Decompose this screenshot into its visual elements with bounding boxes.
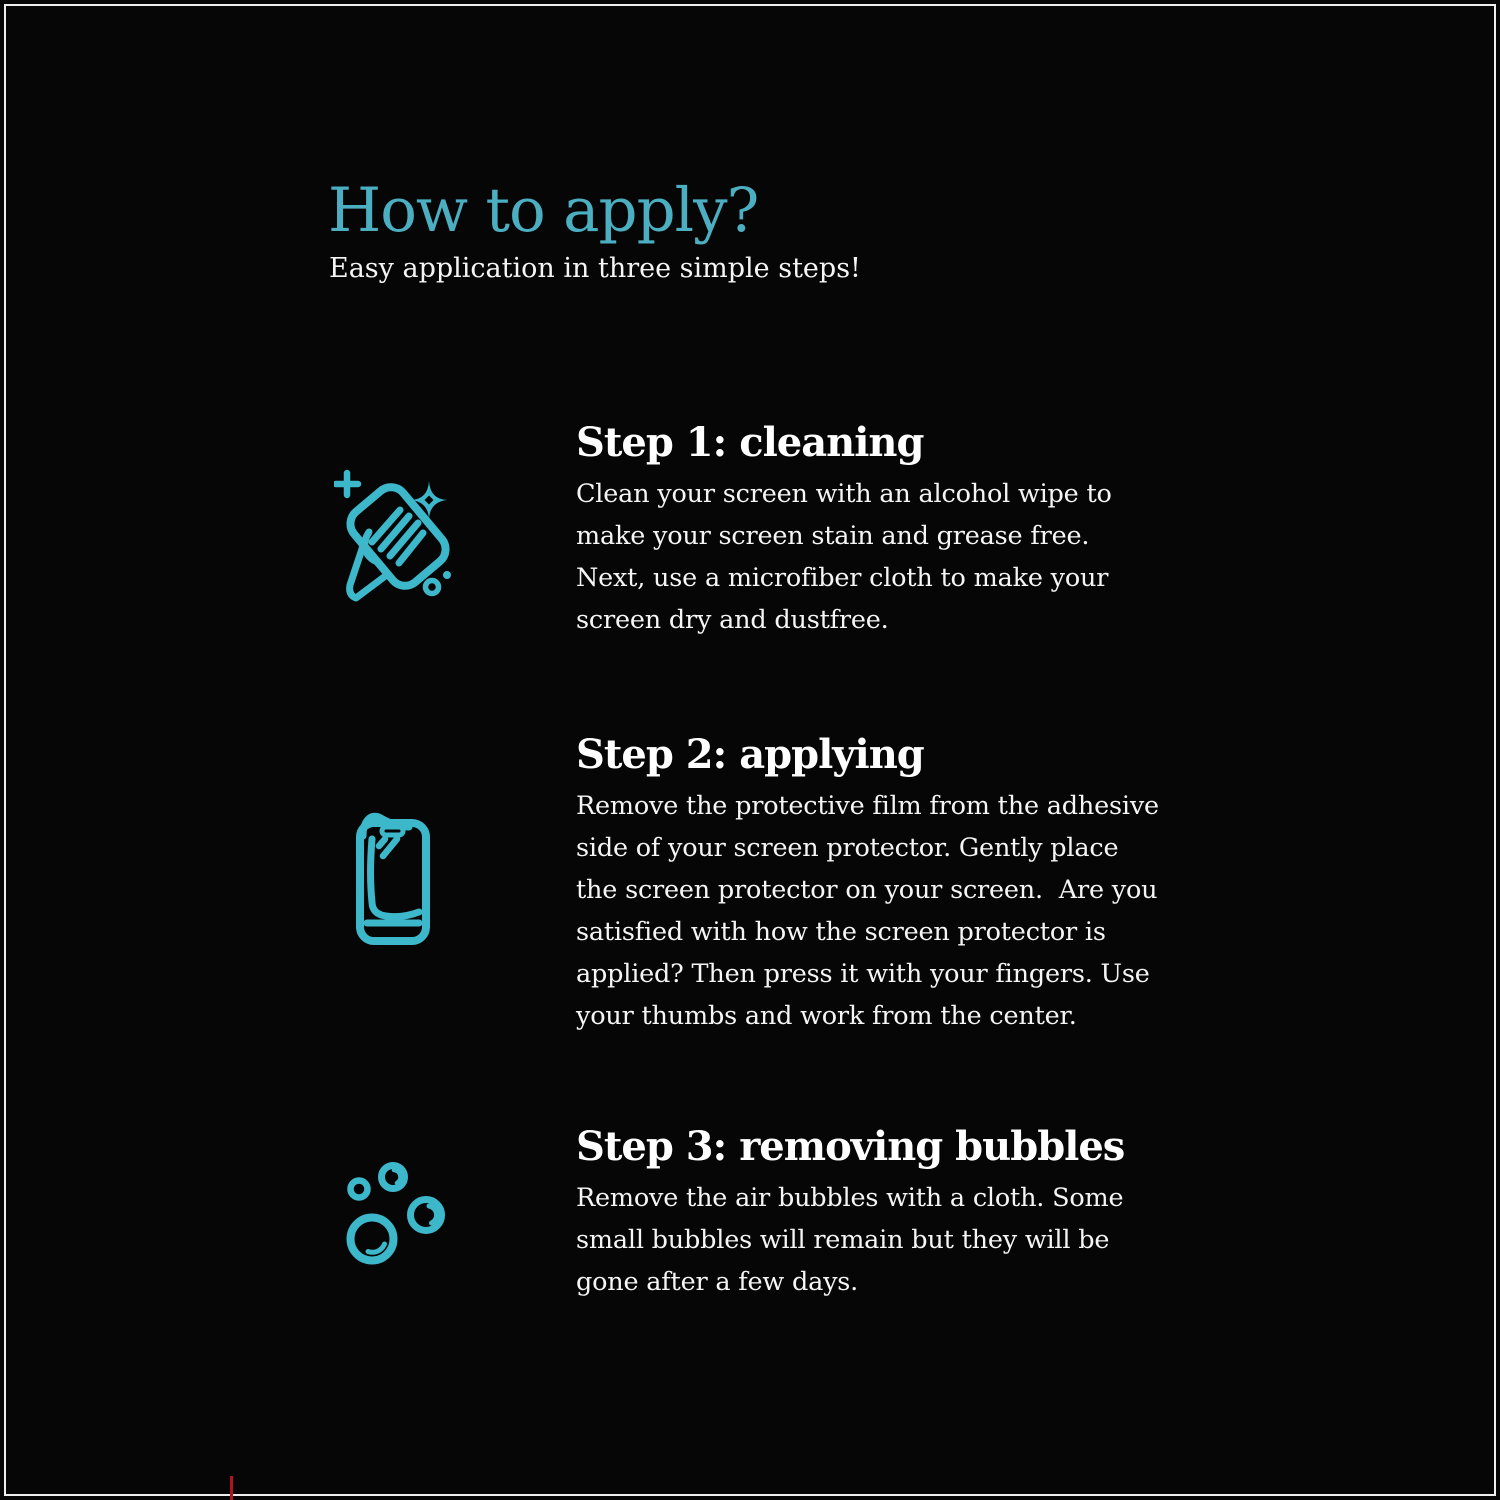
phone-protector-icon [352,805,437,955]
step-heading: Step 1: cleaning [576,419,924,466]
hand-wipe-icon [334,469,454,604]
step-heading: Step 2: applying [576,731,924,778]
step-body: Clean your screen with an alcohol wipe to make your screen stain and grease free. Next, use a microfiber cloth to make your screen dry and dustfree. [576,479,1120,635]
bubbles-icon [344,1160,448,1268]
step-body: Remove the air bubbles with a cloth. Some small bubbles will remain but they will be gone after a few days. [576,1183,1132,1297]
page-subtitle: Easy application in three simple steps! [329,253,861,284]
page-title: How to apply? [328,175,759,246]
red-cursor-mark [230,1476,233,1500]
step-heading: Step 3: removing bubbles [576,1123,1125,1170]
step-body: Remove the protective film from the adhesive side of your screen protector. Gently place the screen protector on your screen. Are you satisfied with how the screen protector is applied? Then press it with your fingers. Use your thumbs and work from the center. [576,791,1167,1031]
